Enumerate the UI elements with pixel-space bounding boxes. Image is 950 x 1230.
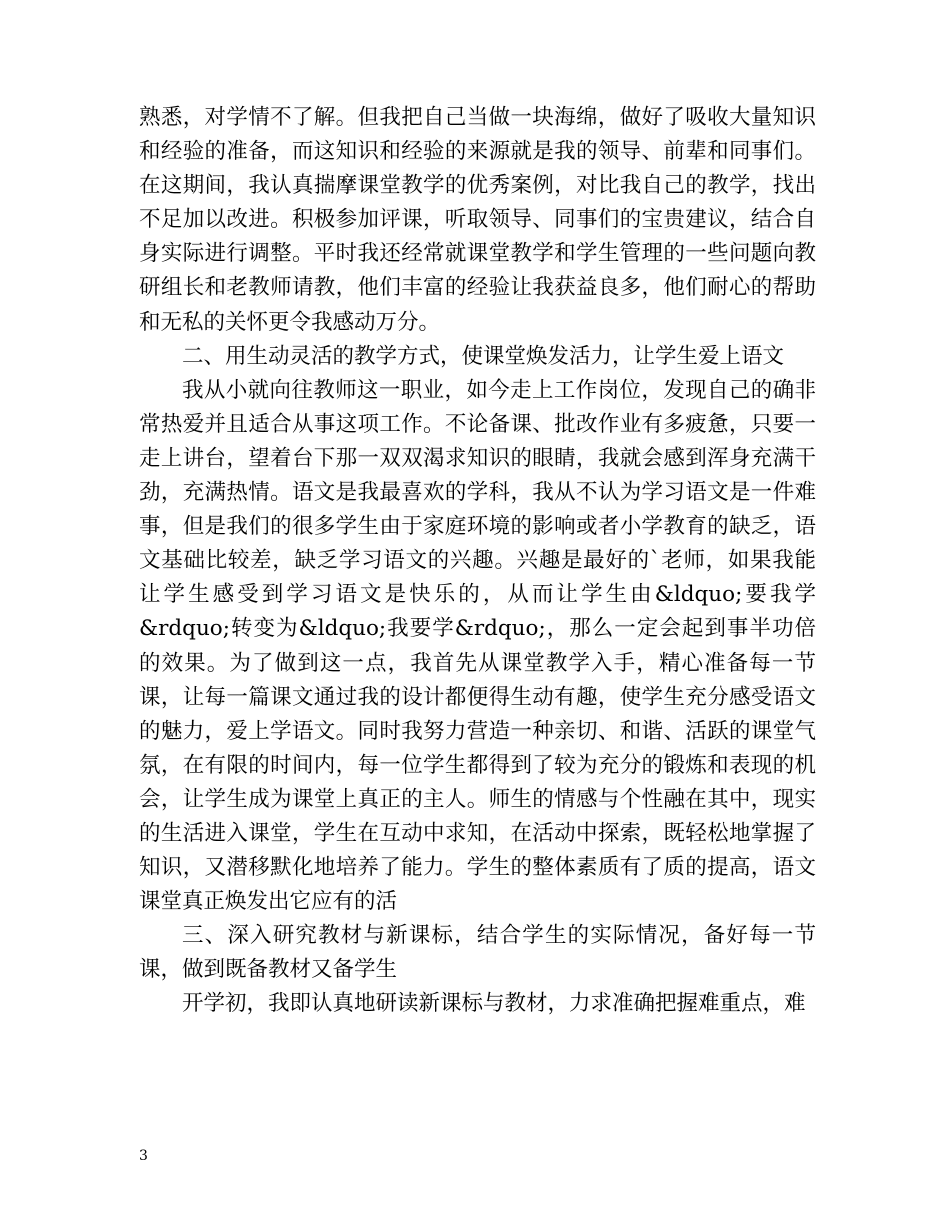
paragraph-body: 我从小就向往教师这一职业，如今走上工作岗位，发现自己的确非常热爱并且适合从事这项工作。不论备课、批改作业有多疲惫，只要一走上讲台，望着台下那一双双渴求知识的眼睛，我就会感到浑身充满干劲，充满热情。语文是我最喜欢的学科，我从不认为学习语文是一件难事，但是我们的很多学生由于家庭环境的影响或者小学教育的缺乏，语文基础比较差，缺乏学习语文的兴趣。兴趣是最好的`老师，如果我能让学生感受到学习语文是快乐的，从而让学生由&ldquo;要我学&rdquo;转变为&ldquo;我要学&rdquo;，那么一定会起到事半功倍的效果。为了做到这一点，我首先从课堂教学入手，精心准备每一节课，让每一篇课文通过我的设计都便得生动有趣，使学生充分感受语文的魅力，爱上学语文。同时我努力营造一种亲切、和谐、活跃的课堂气氛，在有限的时间内，每一位学生都得到了较为充分的锻炼和表现的机会，让学生成为课堂上真正的主人。师生的情感与个性融在其中，现实的生活进入课堂，学生在互动中求知，在活动中探索，既轻松地掌握了知识，又潜移默化地培养了能力。学生的整体素质有了质的提高，语文课堂真正焕发出它应有的活: [139, 377, 816, 915]
section-heading-3: 三、深入研究教材与新课标，结合学生的实际情况，备好每一节课，做到既备教材又备学生: [139, 923, 816, 983]
paragraph-body-start: 开学初，我即认真地研读新课标与教材，力求准确把握难重点，难: [182, 991, 806, 1017]
page-number: 3: [139, 1148, 148, 1164]
section-heading-2: 二、用生动灵活的教学方式，使课堂焕发活力，让学生爱上语文: [182, 343, 785, 369]
document-body: [139, 101, 816, 1022]
paragraph-continuation: 熟悉，对学情不了解。但我把自己当做一块海绵，做好了吸收大量知识和经验的准备，而这知识和经验的来源就是我的领导、前辈和同事们。在这期间，我认真揣摩课堂教学的优秀案例，对比我自己的教学，找出不足加以改进。积极参加评课，听取领导、同事们的宝贵建议，结合自身实际进行调整。平时我还经常就课堂教学和学生管理的一些问题向教研组长和老教师请教，他们丰富的经验让我获益良多，他们耐心的帮助和无私的关怀更令我感动万分。: [139, 105, 816, 335]
